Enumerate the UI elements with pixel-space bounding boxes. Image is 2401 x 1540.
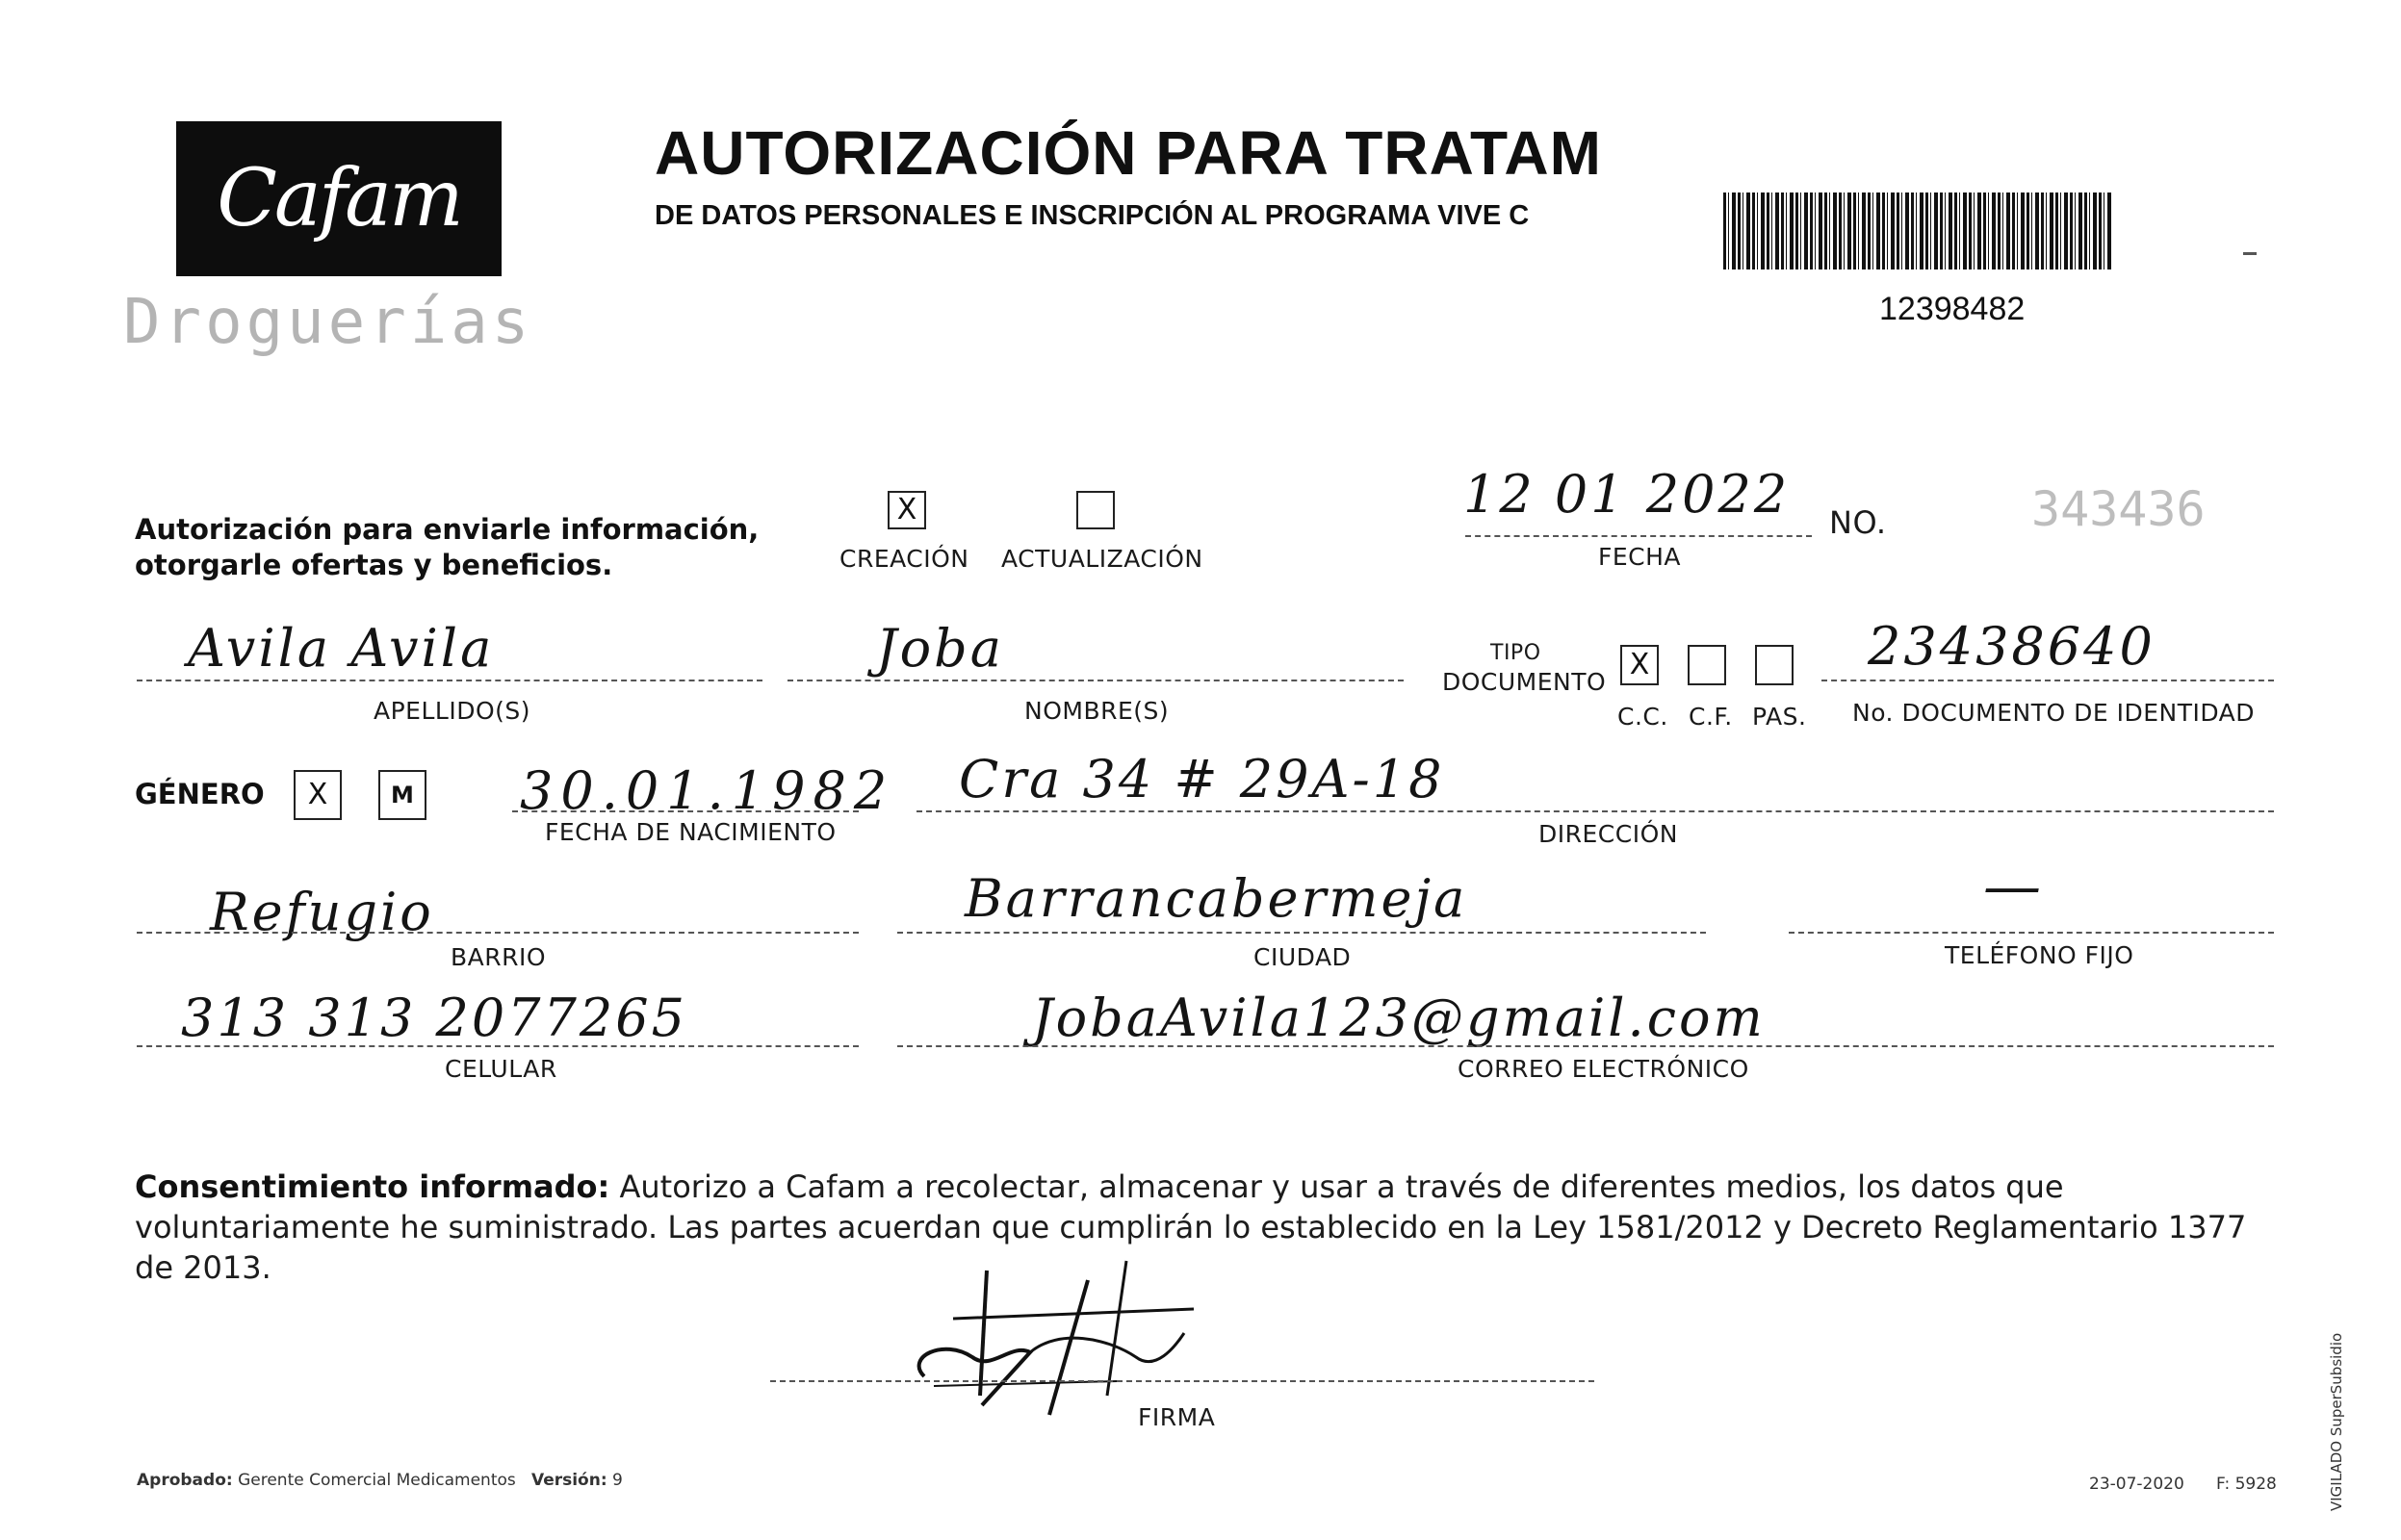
nacimiento-value: 30.01.1982 <box>520 760 895 821</box>
fecha-label: FECHA <box>1598 543 1682 571</box>
barrio-line <box>137 932 859 934</box>
celular-line <box>137 1045 859 1047</box>
nacimiento-label: FECHA DE NACIMIENTO <box>545 818 837 846</box>
documento-type-label: DOCUMENTO <box>1442 668 1607 696</box>
scan-mark <box>2243 252 2257 255</box>
cf-checkbox[interactable] <box>1688 645 1726 685</box>
barcode <box>1723 192 2112 270</box>
apellidos-value: Avila Avila <box>188 618 495 679</box>
version-value: 9 <box>612 1471 623 1490</box>
celular-label: CELULAR <box>445 1055 557 1083</box>
cafam-logo: Cafam <box>176 121 502 276</box>
ciudad-line <box>897 932 1706 934</box>
vigilado-side-text: VIGILADO SuperSubsidio <box>2328 1332 2345 1511</box>
celular-value: 313 313 2077265 <box>181 988 687 1048</box>
authorization-text-line1: Autorización para enviarle información, <box>135 513 760 546</box>
authorization-text-line2: otorgarle ofertas y beneficios. <box>135 549 613 581</box>
footer-date: 23-07-2020 <box>2089 1475 2184 1494</box>
nombres-label: NOMBRE(S) <box>1024 697 1170 725</box>
handwritten-signature <box>866 1251 1232 1424</box>
telefono-value: — <box>1983 853 2044 920</box>
consent-body: Autorizo a Cafam a recolectar, almacenar y usar a través de diferentes medios, los datos que voluntariamente he suministrado. Las partes acuerdan que cumplirán lo establecido en la Ley 1581/2012 y Decreto Reglamentario 1377 de 2013. <box>135 1168 2247 1286</box>
genero-m-label: M <box>391 782 414 808</box>
aprobado-label: Aprobado: <box>137 1471 233 1490</box>
consent-heading: Consentimiento informado: <box>135 1168 610 1205</box>
nacimiento-line <box>512 810 859 812</box>
cc-checkbox[interactable] <box>1620 645 1659 685</box>
telefono-label: TELÉFONO FIJO <box>1945 941 2134 969</box>
footer-form-code: F: 5928 <box>2216 1475 2277 1494</box>
genero-f-checkbox[interactable] <box>294 770 342 820</box>
creacion-checkbox[interactable] <box>888 491 926 529</box>
documento-line <box>1821 680 2274 681</box>
direccion-line <box>917 810 2274 812</box>
signature-line <box>770 1380 1594 1382</box>
apellidos-line <box>137 680 762 681</box>
genero-f-mark: X <box>307 778 328 811</box>
correo-line <box>897 1045 2274 1047</box>
telefono-line <box>1789 932 2274 934</box>
aprobado-value: Gerente Comercial Medicamentos <box>238 1471 516 1490</box>
barcode-number: 12398482 <box>1879 291 2026 327</box>
nombres-value: Joba <box>876 618 1004 679</box>
pas-label: PAS. <box>1752 703 1807 731</box>
barrio-label: BARRIO <box>451 943 547 971</box>
form-title: AUTORIZACIÓN PARA TRATAM <box>655 118 1602 188</box>
signature-label: FIRMA <box>1138 1403 1216 1431</box>
barrio-value: Refugio <box>210 882 434 942</box>
version-label: Versión: <box>530 1471 607 1490</box>
cf-label: C.F. <box>1689 703 1733 731</box>
actualizacion-checkbox[interactable] <box>1076 491 1115 529</box>
no-label: NO. <box>1829 504 1887 541</box>
form-subtitle: DE DATOS PERSONALES E INSCRIPCIÓN AL PROGRAMA VIVE C <box>655 200 1530 231</box>
creacion-mark: X <box>896 493 917 526</box>
nombres-line <box>787 680 1404 681</box>
fecha-value: 12 01 2022 <box>1463 464 1791 525</box>
genero-m-checkbox[interactable] <box>378 770 426 820</box>
direccion-label: DIRECCIÓN <box>1538 820 1678 848</box>
ciudad-label: CIUDAD <box>1253 943 1352 971</box>
actualizacion-label: ACTUALIZACIÓN <box>1001 545 1203 573</box>
documento-label: No. DOCUMENTO DE IDENTIDAD <box>1852 699 2256 727</box>
logo-subtitle: Droguerías <box>123 287 533 358</box>
correo-label: CORREO ELECTRÓNICO <box>1458 1055 1749 1083</box>
apellidos-label: APELLIDO(S) <box>374 697 531 725</box>
documento-value: 23438640 <box>1868 616 2156 677</box>
pas-checkbox[interactable] <box>1755 645 1794 685</box>
no-value: 343436 <box>2031 481 2206 537</box>
genero-label: GÉNERO <box>135 778 265 810</box>
cc-mark: X <box>1629 648 1650 681</box>
direccion-value: Cra 34 # 29A-18 <box>959 749 1445 809</box>
fecha-line <box>1465 535 1812 537</box>
creacion-label: CREACIÓN <box>839 545 969 573</box>
ciudad-value: Barrancabermeja <box>965 868 1468 929</box>
cc-label: C.C. <box>1617 703 1668 731</box>
footer-approval <box>137 1471 623 1490</box>
correo-value: JobaAvila123@gmail.com <box>1032 988 1766 1048</box>
tipo-label: TIPO <box>1490 641 1541 665</box>
